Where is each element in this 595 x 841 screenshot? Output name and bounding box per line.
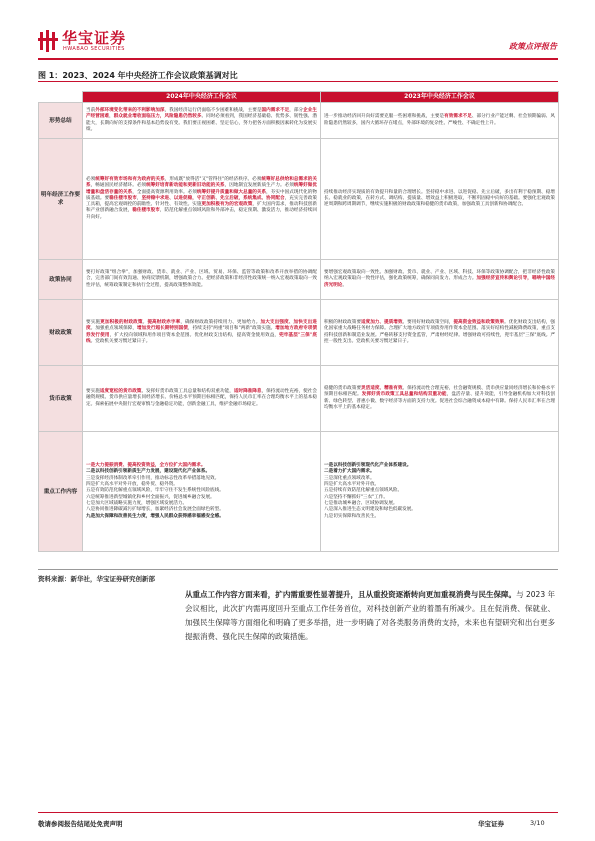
list-item: 五是持续有效防范化解重点领域风险。 <box>324 488 403 494</box>
list-item: 八是协同推进降碳减污扩绿增长，加紧经济社会发展全面绿色转型。 <box>86 507 224 513</box>
logo-text-cn: 华宝证券 <box>62 29 127 47</box>
list-item: 二是以科技创新引领新质生产力发展，建设现代化产业体系。 <box>86 469 211 475</box>
highlight-text: 稳住楼市股市 <box>132 208 160 214</box>
cell-text: 。 <box>142 319 148 325</box>
cell-text: 持续推动经济实现质的有效提升和量的合理增长。坚持稳中求进、以进促稳、先立后破，多出有利于稳预期、稳增长、稳就业的政策，在转方式、调结构、提质量、增效益上积极进取，不断巩固稳中向好的基础。要强化宏观政策逆周期和跨周期调节，继续实施积极的财政政策和稳健的货币政策，加强政策工具创新和协调配合。 <box>324 189 555 208</box>
cell-2023 <box>321 300 559 366</box>
highlight-text: 加强经济宣传和舆论引导，唱响中国经济光明论 <box>324 276 555 288</box>
highlight-text: 统筹好培育新动能和更新旧动能的关系 <box>146 183 225 189</box>
cell-text: 要实施 <box>86 319 101 325</box>
paragraph-lead: 从重点工作内容方面来看，扩内需重要性显著提升，且从重投资逐渐转向更加重视消费与民生保障。 <box>185 590 517 599</box>
row-category: 形势总结 <box>39 103 83 139</box>
cell-text: ，保持流动性充裕，使社会融资规模、货币供应量增长同经济增长、价格总水平预期目标相匹配，保持人民币汇率在合理均衡水平上的基本稳定。探索拓展中央银行宏观审慎与金融稳定功能，创新金融工具，维护金融市场稳定。 <box>86 389 317 407</box>
highlight-text: 加大支出强度、加快支出进度 <box>86 319 317 332</box>
table-row <box>39 300 559 366</box>
cell-text: 。发挥好货币政策工具总量和结构双重功能， <box>141 389 234 395</box>
logo-mark-icon <box>38 30 58 52</box>
highlight-text: 更加积极的财政政策 <box>100 319 143 325</box>
figure-title-divider <box>38 81 558 82</box>
cell-2023 <box>321 139 559 260</box>
cell-text: ， <box>136 195 142 201</box>
list-item: 六是坚持不懈抓好"三农"工作。 <box>324 494 388 500</box>
highlight-text: 适度加力、提质增效 <box>360 319 403 325</box>
highlight-text: 群众就业增收面临压力，风险隐患仍然较多 <box>113 114 202 120</box>
cell-text: ，形成既"放得活"又"管得住"的经济秩序。必须 <box>164 176 262 182</box>
table-row <box>39 366 559 432</box>
list-item: 五是有效防范化解重点领域风险，牢牢守住不发生系统性风险底线。 <box>86 488 224 494</box>
cell-text: 。保持流动性合理充裕，社会融资规模、货币供应量同经济增长和价格水平预期目标相匹配。 <box>324 385 555 398</box>
header-divider <box>38 58 558 60</box>
highlight-text: 提高资金效益和政策效果 <box>453 319 505 325</box>
highlight-text: 外部环境变化带来的不利影响加深 <box>95 107 165 113</box>
policy-comparison-table <box>38 91 559 552</box>
figure-title: 图 1：2023、2024 年中央经济工作会议政策基调对比 <box>38 71 238 80</box>
list-item: 三是深化重点领域改革。 <box>324 475 375 481</box>
highlight-text: 更加积极有为的宏观政策 <box>201 202 253 208</box>
table-header-blank <box>39 92 83 103</box>
cell-2024 <box>83 260 321 300</box>
row-category: 重点工作内容 <box>39 432 83 552</box>
body-paragraph <box>185 588 555 644</box>
list-item: 六是统筹推进新型城镇化和乡村全面振兴，促进城乡融合发展。 <box>86 494 215 500</box>
cell-text: 进一步推动经济回升向好需要克服一些困难和挑战，主要是 <box>324 114 445 120</box>
highlight-text: 统筹好做优增量和盘活存量的关系 <box>86 183 317 195</box>
row-category: 货币政策 <box>39 366 83 432</box>
highlight-text: 兜牢基层"三保"底线 <box>86 332 317 344</box>
highlight-text: 统筹好提升质量和做大总量的关系 <box>196 189 267 195</box>
footer-divider <box>38 812 558 813</box>
highlight-text: 灵活适度、精准有效 <box>360 385 403 391</box>
row-category: 明年经济工作要求 <box>39 139 83 260</box>
cell-text: ，确保财政政策持续用力、更加给力。 <box>180 319 261 325</box>
cell-text: 。加强重点领域保障， <box>90 326 137 332</box>
table-header-2024: 2024年中央经济工作会议 <box>83 92 321 103</box>
list-item: 三是发挥经济体制改革牵引作用，推动标志性改革举措落地见效。 <box>86 475 220 481</box>
cell-text: 。要用好财政政策空间， <box>402 319 454 325</box>
page-header <box>0 0 595 62</box>
cell-text: 积极的财政政策要 <box>324 319 361 325</box>
highlight-text: 统筹好有效市场和有为政府的关系 <box>95 176 165 182</box>
list-item: 二是着力扩大国内需求。 <box>324 469 375 475</box>
cell-text: ，扩大国内需求，推动科技创新和产业创新融合发展， <box>86 202 317 214</box>
cell-text: ，部分 <box>289 107 304 113</box>
cell-2023 <box>321 260 559 300</box>
row-category: 财政政策 <box>39 300 83 366</box>
highlight-text: 国内需求不足 <box>261 107 290 113</box>
paragraph-text: 与 2023 年会议相比，此次扩内需再度回升至重点工作任务首位，对科技创新产业的着墨有所减少。且在促消费、保就业、加强民生保障等方面细化和明确了更多举措，进一步明确了对各类服务消费的支持，未来也有望研究和出台更多提振消费、强化民生保障的政策措施。 <box>185 590 556 641</box>
cell-2024 <box>83 300 321 366</box>
cell-2024 <box>83 139 321 260</box>
cell-text: 要实施 <box>86 389 100 395</box>
cell-2023 <box>321 432 559 552</box>
cell-text: ，防范化解重点领域风险和外部冲击，稳定预期、激发活力，推动经济持续回升向好。 <box>86 208 317 220</box>
table-row <box>39 139 559 260</box>
table-header-2023: 2023年中央经济工作会议 <box>321 92 559 103</box>
cell-text: 、部分行业产能过剩、社会预期偏弱、风险隐患仍然较多，国内大循环存在堵点，外部环境的复杂性、严峻性、不确定性上升。 <box>324 114 555 126</box>
cell-text: ，充实完善政策工具箱，提高宏观调控的前瞻性、针对性、有效性。实施 <box>86 195 317 208</box>
cell-text: ，扩大投向领域和用作项目资本金范围。优化财政支出结构，提高资金使用效益， <box>109 332 280 338</box>
list-item: 一是以科技创新引领现代化产业体系建设。 <box>324 463 412 469</box>
highlight-text: 增加地方政府专项债券发行使用 <box>86 326 317 338</box>
cell-text: ，盘活存量、提升效能，引导金融机构加大对科技创新、绿色转型、普惠小微、数字经济等方面的支持力度。促进社会综合融资成本稳中有降。保持人民币汇率在合理均衡水平上的基本稳定。 <box>324 392 555 410</box>
list-item: 九是加大保障和改善民生力度，增强人民群众获得感幸福感安全感。 <box>86 513 224 519</box>
highlight-text: 有效需求不足 <box>444 114 472 120</box>
highlight-text: 企业生产经营困难 <box>86 107 317 120</box>
cell-2023 <box>321 366 559 432</box>
cell-2024 <box>83 103 321 139</box>
cell-text: 。党政机关要习惯过紧日子。 <box>90 338 151 344</box>
cell-text: 。同时必须看到，我国经济基础稳、优势多、韧性强、潜能大，长期向好的支撑条件和基本趋势没有变。我们要正视困难、坚定信心，努力把各方面积极因素转化为发展实绩。 <box>86 114 317 132</box>
highlight-text: 适度宽松的货币政策 <box>99 389 142 395</box>
highlight-text: 统筹好总供给和总需求的关系 <box>86 176 317 189</box>
list-item: 四是扩大高水平对外开放，稳外贸、稳外资。 <box>86 482 178 488</box>
footer-brand: 华宝证券 <box>478 820 504 828</box>
source-divider <box>38 569 558 570</box>
page-number: 3/10 <box>530 819 545 827</box>
cell-text: 稳健的货币政策要 <box>324 385 361 391</box>
cell-text: ， <box>109 114 114 120</box>
cell-text: 要增强宏观政策取向一致性。加强财政、货币、就业、产业、区域、科技、环保等政策协调配合，把非经济性政策纳入宏观政策取向一致性评估，强化政策统筹，确保同向发力、形成合力。 <box>324 270 555 282</box>
highlight-text: 适时降准降息 <box>233 389 262 395</box>
highlight-text: 发挥好货币政策工具总量和结构双重功能 <box>361 392 447 398</box>
cell-text: 。 <box>342 282 347 288</box>
table-row <box>39 432 559 552</box>
list-item: 一是大力提振消费、提高投资效益，全方位扩大国内需求。 <box>86 463 206 469</box>
table-row <box>39 103 559 139</box>
table-row <box>39 260 559 300</box>
logo-text-en: HWABAO SECURITIES <box>63 46 125 52</box>
list-item: 七是推动城乡融合、区域协调发展。 <box>324 500 398 506</box>
cell-text: ，夯实中国式现代化的物质基础。 <box>86 189 317 201</box>
company-logo <box>38 30 158 52</box>
cell-text: 必须 <box>86 176 96 182</box>
cell-text: ，我国经济运行仍面临不少困难和挑战，主要是 <box>164 107 262 113</box>
highlight-text: 稳住楼市股市 <box>109 195 137 201</box>
cell-text: ，全面提高资源利用效率。必须 <box>132 189 197 195</box>
figure-source: 资料来源：新华社，华宝证券研究创新部 <box>38 575 155 583</box>
list-item: 九是切实保障和改善民生。 <box>324 513 380 519</box>
highlight-text: 提高财政赤字率 <box>147 319 181 325</box>
list-item: 七是加大区域战略实施力度，增强区域发展活力。 <box>86 500 188 506</box>
report-type-label: 政策点评报告 <box>509 42 557 51</box>
cell-text: 。优化财政支出结构，强化国家重大战略任务财力保障。合理扩大地方政府专项债券用作资本金范围。落实好结构性减税降费政策，重点支持科技创新和制造业发展。严格转移支付资金监管，严肃财经纪律。增强财政可持续性，兜牢基层"三保"底线。严控一般性支出。党政机关要习惯过紧日子。 <box>324 319 555 344</box>
list-item: 八是深入推进生态文明建设和绿色低碳发展。 <box>324 507 416 513</box>
cell-text: 当前 <box>86 107 96 113</box>
footer-disclaimer: 敬请参阅报告结尾处免责声明 <box>38 820 123 828</box>
table-header-row <box>39 92 559 103</box>
cell-2023 <box>321 103 559 139</box>
cell-text: ，畅通国民经济循环。必须 <box>90 183 147 189</box>
cell-2024 <box>83 432 321 552</box>
row-category: 政策协同 <box>39 260 83 300</box>
list-item: 四是扩大高水平对外开放。 <box>324 482 380 488</box>
cell-2024 <box>83 366 321 432</box>
highlight-text: 坚持稳中求进、以进促稳，守正创新、先立后破，系统集成、协同配合 <box>141 195 285 201</box>
highlight-text: 增加发行超长期特别国债 <box>136 326 188 332</box>
cell-text: 要打好政策"组合拳"，加强财政、货币、就业、产业、区域、贸易、环保、监管等政策和改革开放举措的协调配合，完善部门间有效沟通、协商反馈机制，增强政策合力。把经济政策和非经济性政策统一纳入宏观政策取向一致性评估，统筹政策制定和执行全过程，提高政策整体效能。 <box>86 270 317 288</box>
cell-text: ，持续支持"两重"项目和"两新"政策实施。 <box>187 326 276 332</box>
cell-text: 要 <box>104 195 110 201</box>
cell-text: ，因地制宜发展新质生产力。必须 <box>224 183 294 189</box>
